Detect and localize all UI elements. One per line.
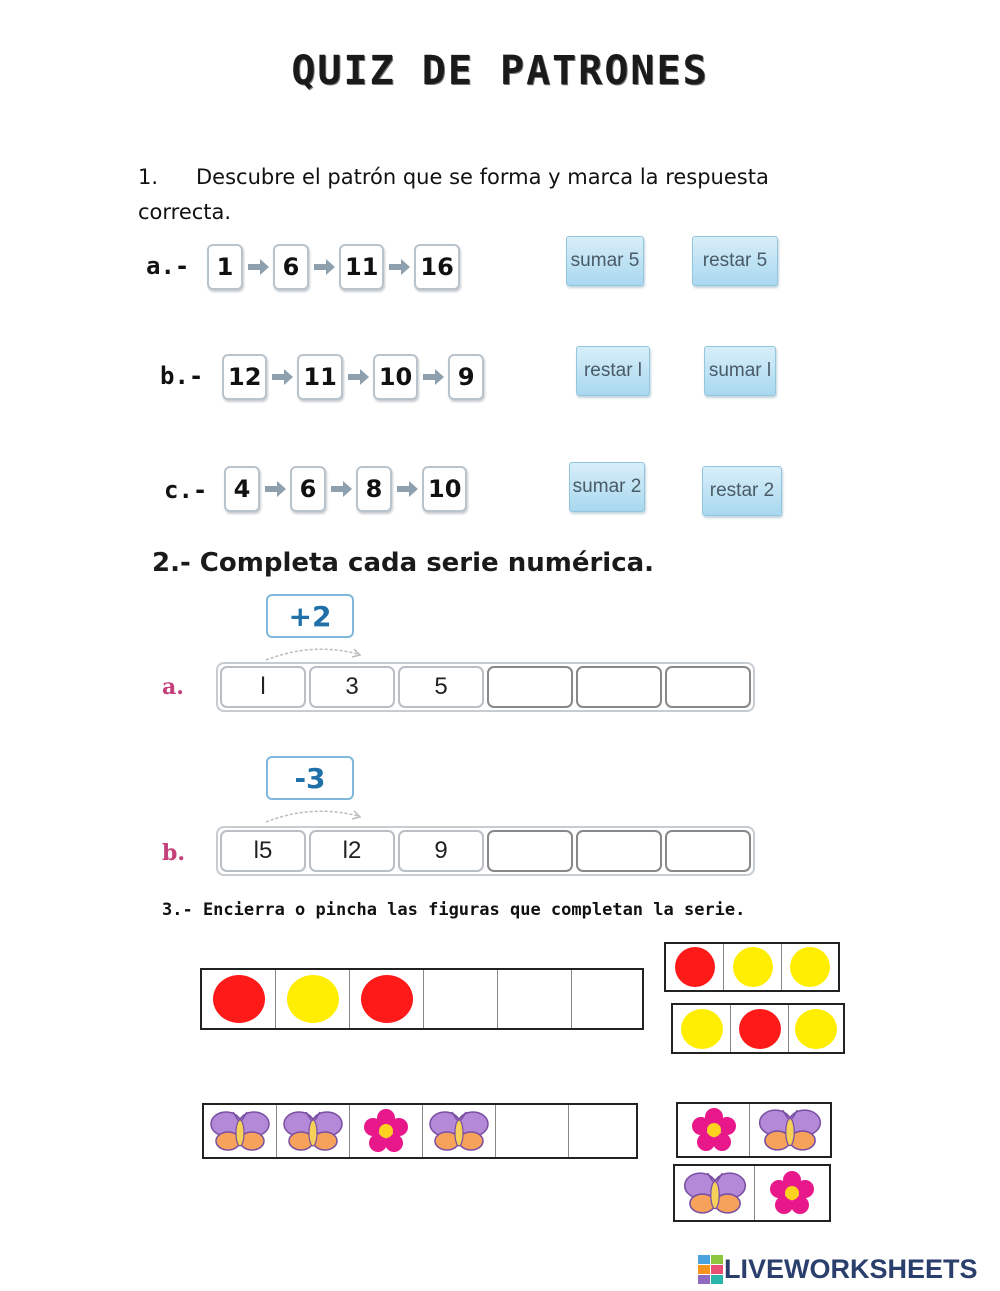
circle-option-b[interactable] [671, 1003, 845, 1054]
serie-a-strip [216, 662, 755, 712]
q1-row-a-sequence [207, 244, 460, 290]
serie-value-cell: 9 [398, 830, 484, 872]
q1-number: 1. [138, 165, 159, 189]
option-cell [755, 1166, 829, 1220]
serie-value-cell: 5 [398, 666, 484, 708]
empty-grid-cell [496, 1105, 569, 1157]
option-cell [789, 1005, 843, 1052]
answer-input-cell[interactable] [665, 830, 751, 872]
serie-a-label: a. [162, 674, 184, 700]
arrow-right-icon [343, 368, 373, 386]
yellow-circle-icon [733, 947, 773, 987]
butterfly-icon [757, 1107, 823, 1153]
empty-grid-cell [569, 1105, 636, 1157]
step-box: +2 [266, 594, 354, 638]
q1-instruction [138, 160, 798, 230]
yellow-circle-icon [790, 947, 830, 987]
sequence-number: 10 [422, 466, 467, 512]
sequence-number: 6 [290, 466, 326, 512]
q1-row-b-label: b.- [160, 362, 204, 390]
grid-cell [350, 1105, 423, 1157]
butterfly-option-a[interactable] [676, 1102, 832, 1158]
option-cell [666, 944, 724, 990]
yellow-circle-icon [287, 975, 339, 1023]
grid-cell [277, 1105, 350, 1157]
option-restar-1-button[interactable]: restar l [576, 346, 650, 396]
option-restar-5-button[interactable]: restar 5 [692, 236, 778, 286]
step-arc-icon [262, 802, 372, 826]
answer-input-cell[interactable] [576, 666, 662, 708]
grid-cell [423, 1105, 496, 1157]
q3-title: 3.- Encierra o pincha las figuras que completan la serie. [162, 900, 746, 920]
q1-row-a-label: a.- [146, 252, 190, 280]
yellow-circle-icon [681, 1009, 723, 1049]
flower-icon [690, 1108, 738, 1152]
sequence-number: 8 [356, 466, 392, 512]
sequence-number: 16 [414, 244, 459, 290]
liveworksheets-brand: LIVEWORKSHEETS [724, 1254, 978, 1284]
grid-cell [350, 970, 424, 1028]
sequence-number: 6 [273, 244, 309, 290]
q1-text: Descubre el patrón que se forma y marca la respuesta correcta. [138, 165, 769, 224]
option-cell [750, 1104, 830, 1156]
serie-value-cell: l [220, 666, 306, 708]
arrow-right-icon [392, 480, 422, 498]
sequence-number: 11 [297, 354, 342, 400]
circle-series-grid [200, 968, 644, 1030]
q1-row-b-sequence [222, 354, 484, 400]
butterfly-option-b[interactable] [673, 1164, 831, 1222]
serie-value-cell: l5 [220, 830, 306, 872]
grid-cell [276, 970, 350, 1028]
arrow-right-icon [309, 258, 339, 276]
sequence-number: 9 [448, 354, 484, 400]
q1-row-c-sequence [224, 466, 467, 512]
answer-input-cell[interactable] [576, 830, 662, 872]
option-sumar-1-button[interactable]: sumar l [704, 346, 776, 396]
butterfly-icon [209, 1109, 271, 1153]
sequence-number: 10 [373, 354, 418, 400]
arrow-right-icon [418, 368, 448, 386]
yellow-circle-icon [795, 1009, 837, 1049]
serie-b-label: b. [162, 840, 186, 866]
empty-grid-cell [424, 970, 498, 1028]
empty-grid-cell [572, 970, 642, 1028]
answer-input-cell[interactable] [665, 666, 751, 708]
step-arc-icon [262, 640, 372, 664]
arrow-right-icon [260, 480, 290, 498]
butterfly-icon [682, 1170, 748, 1216]
serie-value-cell: 3 [309, 666, 395, 708]
page-title: QUIZ DE PATRONES [291, 48, 709, 94]
circle-option-a[interactable] [664, 942, 840, 992]
option-cell [675, 1166, 755, 1220]
liveworksheets-logo-icon [698, 1255, 724, 1285]
butterfly-icon [282, 1109, 344, 1153]
red-circle-icon [739, 1009, 781, 1049]
q2-title: 2.- Completa cada serie numérica. [152, 548, 655, 578]
answer-input-cell[interactable] [487, 666, 573, 708]
serie-b-strip [216, 826, 755, 876]
arrow-right-icon [243, 258, 273, 276]
grid-cell [202, 970, 276, 1028]
option-cell [782, 944, 838, 990]
serie-value-cell: l2 [309, 830, 395, 872]
sequence-number: 4 [224, 466, 260, 512]
flower-icon [362, 1109, 410, 1153]
arrow-right-icon [326, 480, 356, 498]
sequence-number: 1 [207, 244, 243, 290]
red-circle-icon [213, 975, 265, 1023]
flower-icon [768, 1171, 816, 1215]
option-cell [673, 1005, 731, 1052]
option-sumar-5-button[interactable]: sumar 5 [566, 236, 644, 286]
empty-grid-cell [498, 970, 572, 1028]
liveworksheets-logo [698, 1254, 978, 1285]
grid-cell [204, 1105, 277, 1157]
sequence-number: 11 [339, 244, 384, 290]
option-restar-2-button[interactable]: restar 2 [702, 466, 782, 516]
sequence-number: 12 [222, 354, 267, 400]
butterfly-icon [428, 1109, 490, 1153]
arrow-right-icon [384, 258, 414, 276]
option-cell [724, 944, 782, 990]
q1-row-c-label: c.- [164, 476, 208, 504]
red-circle-icon [675, 947, 715, 987]
option-sumar-2-button[interactable]: sumar 2 [569, 462, 645, 512]
butterfly-series-grid [202, 1103, 638, 1159]
red-circle-icon [361, 975, 413, 1023]
option-cell [678, 1104, 750, 1156]
option-cell [731, 1005, 789, 1052]
step-box: -3 [266, 756, 354, 800]
arrow-right-icon [267, 368, 297, 386]
answer-input-cell[interactable] [487, 830, 573, 872]
